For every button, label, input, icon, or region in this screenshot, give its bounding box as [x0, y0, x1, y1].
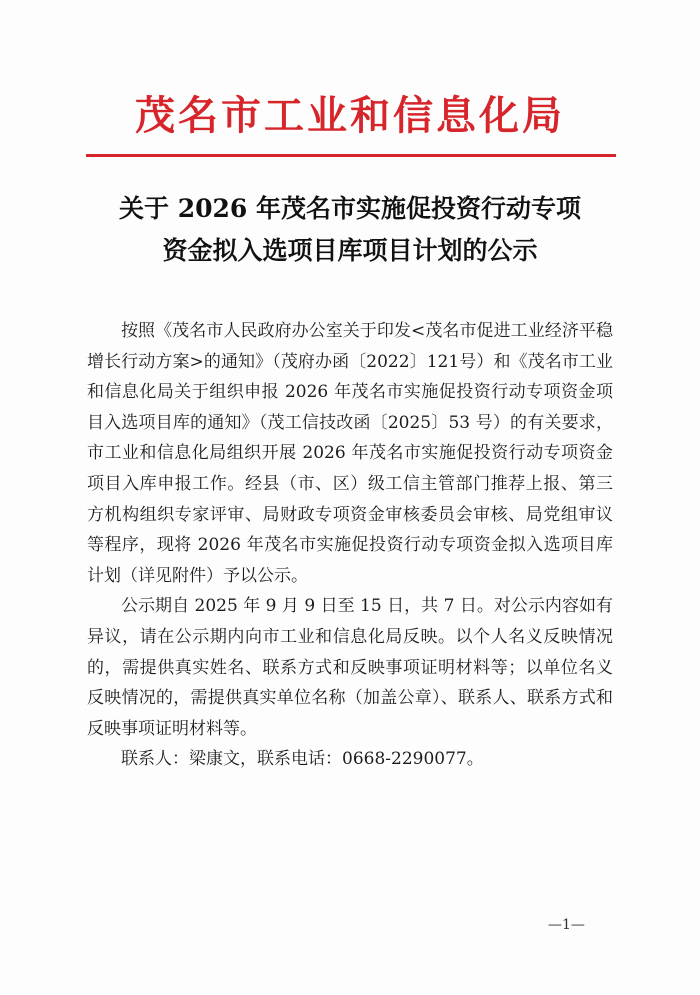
body-paragraph-publicity-period: 公示期自 2025 年 9 月 9 日至 15 日，共 7 日。对公示内容如有异议，请在公示期内向市工业和信息化局反映。以个人名义反映情况的，需提供真实姓名、联系方式和反映事项证明材料等；以单位名义反映情况的，需提供真实单位名称（加盖公章）、联系人、联系方式和反映事项证明材料等。 [87, 596, 613, 739]
issuing-agency-header: 茂名市工业和信息化局 [135, 92, 565, 139]
document-title [60, 188, 640, 272]
body-paragraph-basis: 按照《茂名市人民政府办公室关于印发<茂名市促进工业经济平稳增长行动方案>的通知》（茂府办函〔2022〕121号）和《茂名市工业和信息化局关于组织申报 2026 年茂名市实施促投资行动专项资金项目入选项目库的通知》（茂工信技改函〔2025〕53 号）的有关要求，市工业和信息化局组织开展 2026 年茂名市实施促投资行动专项资金项目入库申报工作。经县（市、区）级工信主管部门推荐上报、第三方机构组织专家评审、局财政专项资金审核委员会审核、局党组审议等程序，现将 2026 年茂名市实施促投资行动专项资金拟入选项目库计划（详见附件）予以公示。 [87, 321, 613, 586]
red-divider-line [86, 154, 616, 157]
page-number: —1— [548, 917, 585, 933]
document-title-line-2: 资金拟入选项目库项目计划的公示 [162, 236, 538, 265]
body-paragraph-contact: 联系人：梁康文，联系电话：0668-2290077。 [121, 749, 484, 770]
document-title-line-1: 关于 2026 年茂名市实施促投资行动专项 [119, 194, 581, 223]
document-body [87, 316, 613, 775]
